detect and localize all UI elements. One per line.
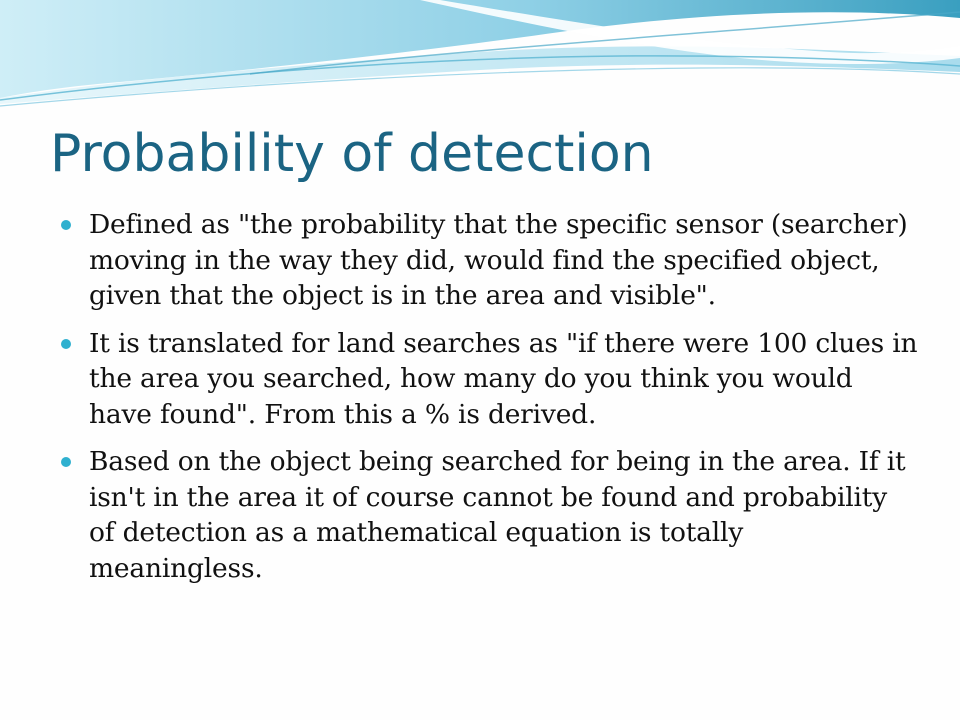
bullet-item [60,326,920,433]
bullet-text: Based on the object being searched for being in the area. If it isn't in the area it of course cannot be found and probability of detection as a mathematical equation is totally meaningless. [89,446,906,584]
bullet-dot-icon [61,220,71,230]
bullet-item [60,207,920,314]
bullet-item [60,444,920,586]
bullet-text: Defined as "the probability that the specific sensor (searcher) moving in the way they did, would find the specified object, given that the object is in the area and visible". [89,209,908,311]
slide-title: Probability of detection [50,124,654,184]
bullet-dot-icon [61,339,71,349]
bullet-text: It is translated for land searches as "if there were 100 clues in the area you searched, how many do you think you would have found". From this a % is derived. [89,327,918,430]
bullet-list [60,207,920,598]
bullet-dot-icon [61,457,71,467]
decorative-wave-header [0,0,960,120]
